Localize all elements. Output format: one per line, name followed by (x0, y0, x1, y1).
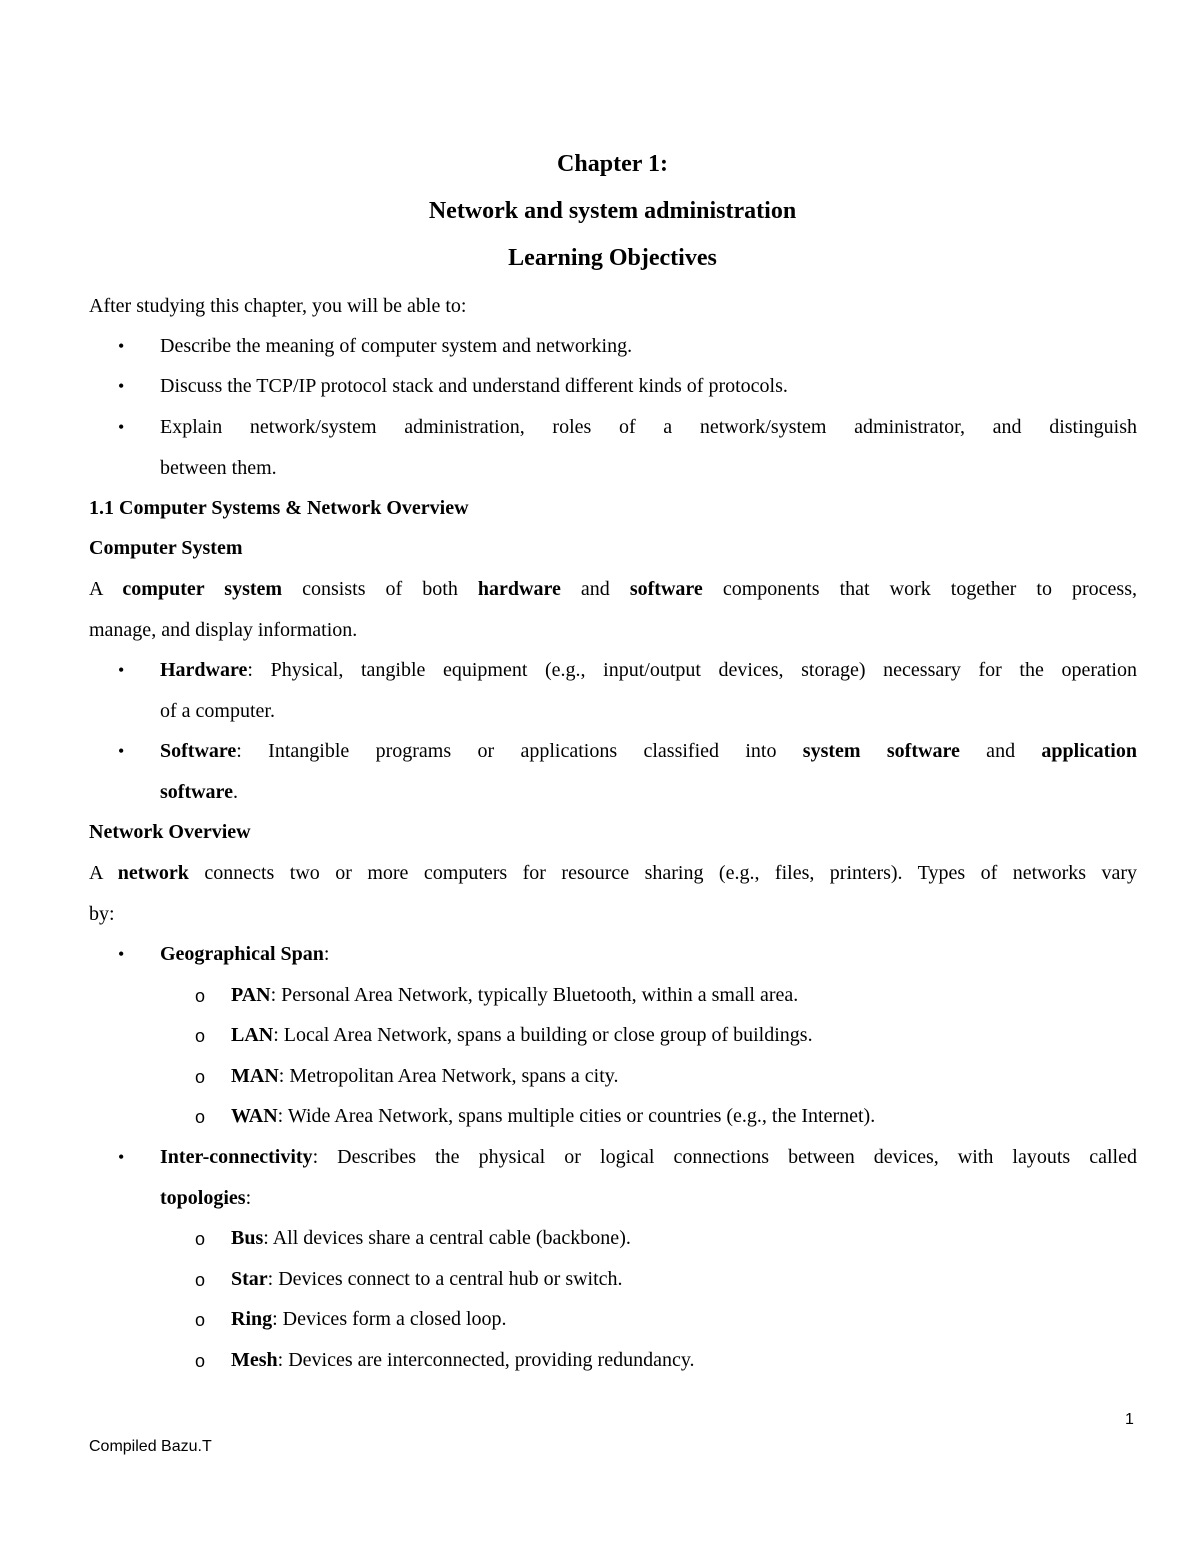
bullet-icon: • (118, 1147, 125, 1167)
inter-connectivity-item: Inter-connectivity: Describes the physical or logical connections between devices, with layouts called (160, 1146, 1137, 1168)
page-number: 1 (1125, 1411, 1134, 1428)
hardware-item: Hardware: Physical, tangible equipment (e.g., input/output devices, storage) necessary for the operation (160, 659, 1137, 681)
network-overview-paragraph: A network connects two or more computers for resource sharing (e.g., files, printers). Types of networks vary (89, 862, 1138, 884)
computer-system-paragraph: A computer system consists of both hardware and software components that work together to process, (89, 578, 1137, 600)
bus-topology-item: Bus: All devices share a central cable (backbone). (231, 1227, 631, 1249)
bullet-icon: • (118, 741, 125, 761)
bullet-icon: • (118, 417, 125, 437)
objective-item: Describe the meaning of computer system and networking. (160, 335, 633, 357)
inter-connectivity-item-continued: topologies: (160, 1187, 252, 1209)
hardware-item-continued: of a computer. (160, 700, 275, 722)
sub-bullet-icon: o (195, 1067, 206, 1087)
network-overview-heading: Network Overview (89, 821, 251, 843)
footer-credit: Compiled Bazu.T (89, 1438, 212, 1455)
bullet-icon: • (118, 336, 125, 356)
sub-bullet-icon: o (195, 1229, 206, 1249)
bullet-icon: • (118, 376, 125, 396)
chapter-title: Network and system administration (428, 198, 797, 224)
chapter-heading: Chapter 1: (557, 151, 668, 177)
man-item: MAN: Metropolitan Area Network, spans a city. (231, 1065, 619, 1087)
pan-item: PAN: Personal Area Network, typically Bluetooth, within a small area. (231, 984, 799, 1006)
sub-bullet-icon: o (195, 1026, 206, 1046)
sub-bullet-icon: o (195, 1107, 206, 1127)
objective-item-continued: between them. (160, 457, 277, 479)
sub-bullet-icon: o (195, 1351, 206, 1371)
intro-text: After studying this chapter, you will be able to: (89, 295, 467, 317)
objective-item: Discuss the TCP/IP protocol stack and understand different kinds of protocols. (160, 375, 788, 397)
mesh-topology-item: Mesh: Devices are interconnected, providing redundancy. (231, 1349, 695, 1371)
computer-system-paragraph-continued: manage, and display information. (89, 619, 358, 641)
network-overview-paragraph-continued: by: (89, 903, 115, 925)
computer-system-heading: Computer System (89, 537, 243, 559)
learning-objectives-heading: Learning Objectives (508, 245, 717, 271)
geographical-span-item: Geographical Span: (160, 943, 330, 965)
wan-item: WAN: Wide Area Network, spans multiple cities or countries (e.g., the Internet). (231, 1105, 876, 1127)
software-item: Software: Intangible programs or applications classified into system software and application (160, 740, 1137, 762)
bullet-icon: • (118, 660, 125, 680)
ring-topology-item: Ring: Devices form a closed loop. (231, 1308, 507, 1330)
bullet-icon: • (118, 944, 125, 964)
software-item-continued: software. (160, 781, 238, 803)
objective-item: Explain network/system administration, roles of a network/system administrator, and distinguish (160, 416, 1137, 438)
lan-item: LAN: Local Area Network, spans a building or close group of buildings. (231, 1024, 813, 1046)
star-topology-item: Star: Devices connect to a central hub or switch. (231, 1268, 623, 1290)
sub-bullet-icon: o (195, 1270, 206, 1290)
section-heading: 1.1 Computer Systems & Network Overview (89, 497, 469, 519)
sub-bullet-icon: o (195, 1310, 206, 1330)
sub-bullet-icon: o (195, 986, 206, 1006)
